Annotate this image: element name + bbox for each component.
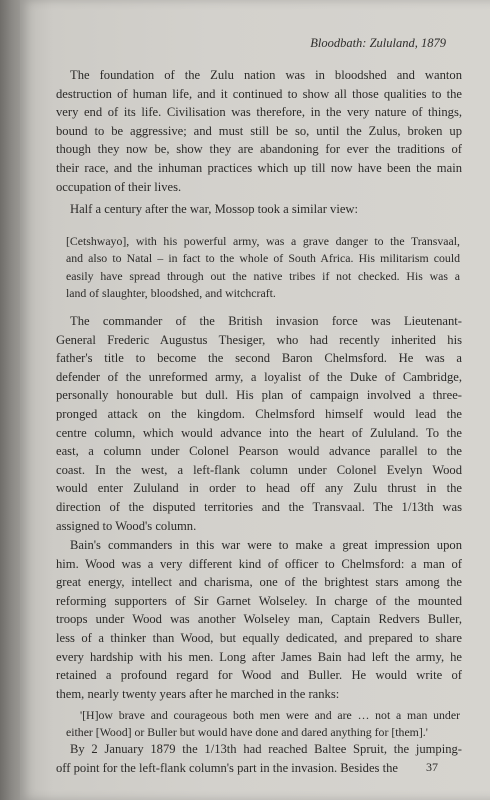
block-quote-mossop [66,233,460,303]
text-line: great energy, intellect and charisma, one of the brightest stars among the [56,575,462,590]
paragraph-zulu-foundation [56,66,462,196]
text-line: pronged attack on the kingdom. Chelmsford himself would lead the [56,406,462,421]
text-line: The commander of the British invasion force was Lieutenant- [70,314,462,328]
text-line: retained a profound regard for Wood and Buller. He would write of [56,668,462,683]
text-line: defender of the unreformed army, a loyalist of the Duke of Cambridge, [56,369,462,384]
text-line: very end of its life. Civilisation was therefore, in the very nature of things, [56,105,462,120]
text-line: him. Wood was a very different kind of officer to Chelmsford: a man of [56,556,462,571]
text-line: land of slaughter, bloodshed, and witchcraft. [66,286,276,301]
text-line: reforming supporters of Sir Garnet Wolseley. In charge of the mounted [56,593,462,608]
text-line: '[H]ow brave and courageous both men were and are … not a man under [80,708,460,722]
text-line: destruction of human life, and it continued to show all those qualities to the [56,86,462,101]
text-line: [Cetshwayo], with his powerful army, was a grave danger to the Transvaal, [66,234,460,248]
text-line: General Frederic Augustus Thesiger, who had recently inherited his [56,332,462,347]
block-quote-bain [66,707,460,742]
text-line: assigned to Wood's column. [56,518,197,533]
text-line: coast. In the west, a left-flank column under Colonel Evelyn Wood [56,462,462,477]
text-line: easily have spread through out the native tribes if not checked. His was a [66,268,460,283]
text-line: though they now be, show they are abandoning for ever the traditions of [56,142,462,157]
text-line: them, nearly twenty years after he marched in the ranks: [56,686,340,701]
text-line: either [Wood] or Buller but would have done and dared anything for [them].' [66,725,428,740]
text-line: father's title to become the second Baron Chelmsford. He was a [56,351,462,366]
text-line: off point for the left-flank column's part in the invasion. Besides the [56,760,398,775]
book-page [20,0,490,800]
paragraph-baltee-spruit [56,740,462,777]
text-line: their race, and the inhuman practices which up till now have been the main [56,160,462,175]
text-line: direction of the disputed territories and the Transvaal. The 1/13th was [56,499,462,514]
text-line: and also to Natal – in fact to the whole of South Africa. His militarism could [66,251,460,266]
page-number: 37 [426,760,438,774]
text-line: By 2 January 1879 the 1/13th had reached Baltee Spruit, the jumping- [70,742,462,756]
text-line: occupation of their lives. [56,179,182,194]
text-line: would enter Zululand in order to head off any Zulu thrust in the [56,481,462,496]
text-line: Bain's commanders in this war were to make a great impression upon [70,538,462,552]
text-line: centre column, which would advance into the heart of Zululand. To the [56,425,462,440]
paragraph-wood-buller [56,536,462,703]
text-line: troops under Wood was another Wolseley man, Captain Redvers Buller, [56,612,462,627]
text-line: east, a column under Colonel Pearson would advance parallel to the [56,444,462,459]
text-line: bound to be aggressive; and must still be so, until the Zulus, broken up [56,123,462,138]
paragraph-mossop-intro [56,200,462,219]
running-head: Bloodbath: Zululand, 1879 [310,36,446,50]
text-line: personally honourable but dull. His plan of campaign involved a three- [56,388,462,403]
text-line: every hardship with his men. Long after James Bain had left the army, he [56,649,462,664]
text-line: The foundation of the Zulu nation was in bloodshed and wanton [70,68,462,82]
text-line: less of a thinker than Wood, but equally dedicated, and prepared to share [56,630,462,645]
text-line: Half a century after the war, Mossop took a similar view: [70,202,359,216]
paragraph-chelmsford [56,312,462,535]
